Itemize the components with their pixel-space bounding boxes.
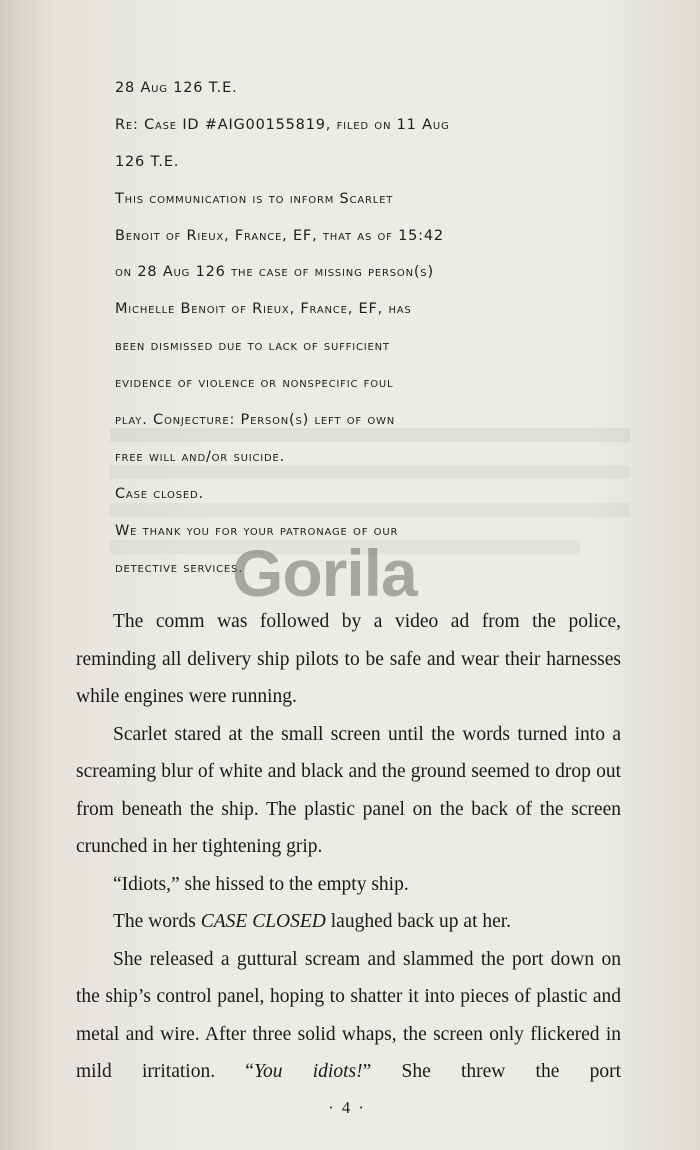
emphasis-text: You idiots!: [253, 1061, 363, 1082]
paragraph: [76, 903, 621, 941]
memo-line: on 28 Aug 126 the case of missing person(s): [115, 264, 434, 281]
folio-number: 4: [341, 1098, 359, 1117]
paragraph: The comm was followed by a video ad from the police, reminding all delivery ship pilots to be safe and wear their harnesses while engines were running.: [76, 611, 621, 707]
memo-line: Michelle Benoit of Rieux, France, EF, has: [115, 301, 412, 318]
memo-line: been dismissed due to lack of sufficient: [115, 338, 390, 355]
memo-block: [115, 70, 595, 586]
paragraph: [76, 941, 621, 1091]
text-run: ” She threw the port: [362, 1061, 622, 1082]
emphasis-text: CASE CLOSED: [200, 911, 326, 932]
memo-line: detective services.: [115, 559, 244, 576]
memo-line: Benoit of Rieux, France, EF, that as of 15:42: [115, 227, 444, 244]
page-number: [0, 1098, 700, 1118]
body-text: [76, 603, 621, 1091]
folio-dot: ·: [328, 1098, 342, 1117]
memo-line: Re: Case ID #AIG00155819, filed on 11 Aug: [115, 116, 450, 133]
memo-line: free will and/or suicide.: [115, 448, 286, 465]
memo-line: Case closed.: [115, 485, 204, 502]
text-run: She released a guttural scream and slammed the port down on the ship’s control panel, hoping to shatter it into pieces of plastic and metal and wire. After three solid whaps, the screen only flickered in mild irritation. “: [76, 948, 621, 1082]
memo-line: play. Conjecture: Person(s) left of own: [115, 412, 395, 429]
folio-dot: ·: [358, 1098, 372, 1117]
paragraph: Scarlet stared at the small screen until the words turned into a screaming blur of white and black and the ground seemed to drop out from beneath the ship. The plastic panel on the back of the screen crunched in her tightening grip.: [76, 723, 621, 857]
memo-line: evidence of violence or nonspecific foul: [115, 375, 394, 392]
memo-line: This communication is to inform Scarlet: [115, 190, 394, 207]
text-run: The words: [113, 911, 201, 932]
memo-line: 126 T.E.: [115, 153, 180, 170]
paragraph: “Idiots,” she hissed to the empty ship.: [113, 873, 409, 895]
memo-line: 28 Aug 126 T.E.: [115, 80, 238, 96]
text-run: laughed back up at her.: [325, 911, 512, 932]
watermark-logo: Gorila: [232, 536, 417, 610]
memo-line: We thank you for your patronage of our: [115, 522, 399, 539]
